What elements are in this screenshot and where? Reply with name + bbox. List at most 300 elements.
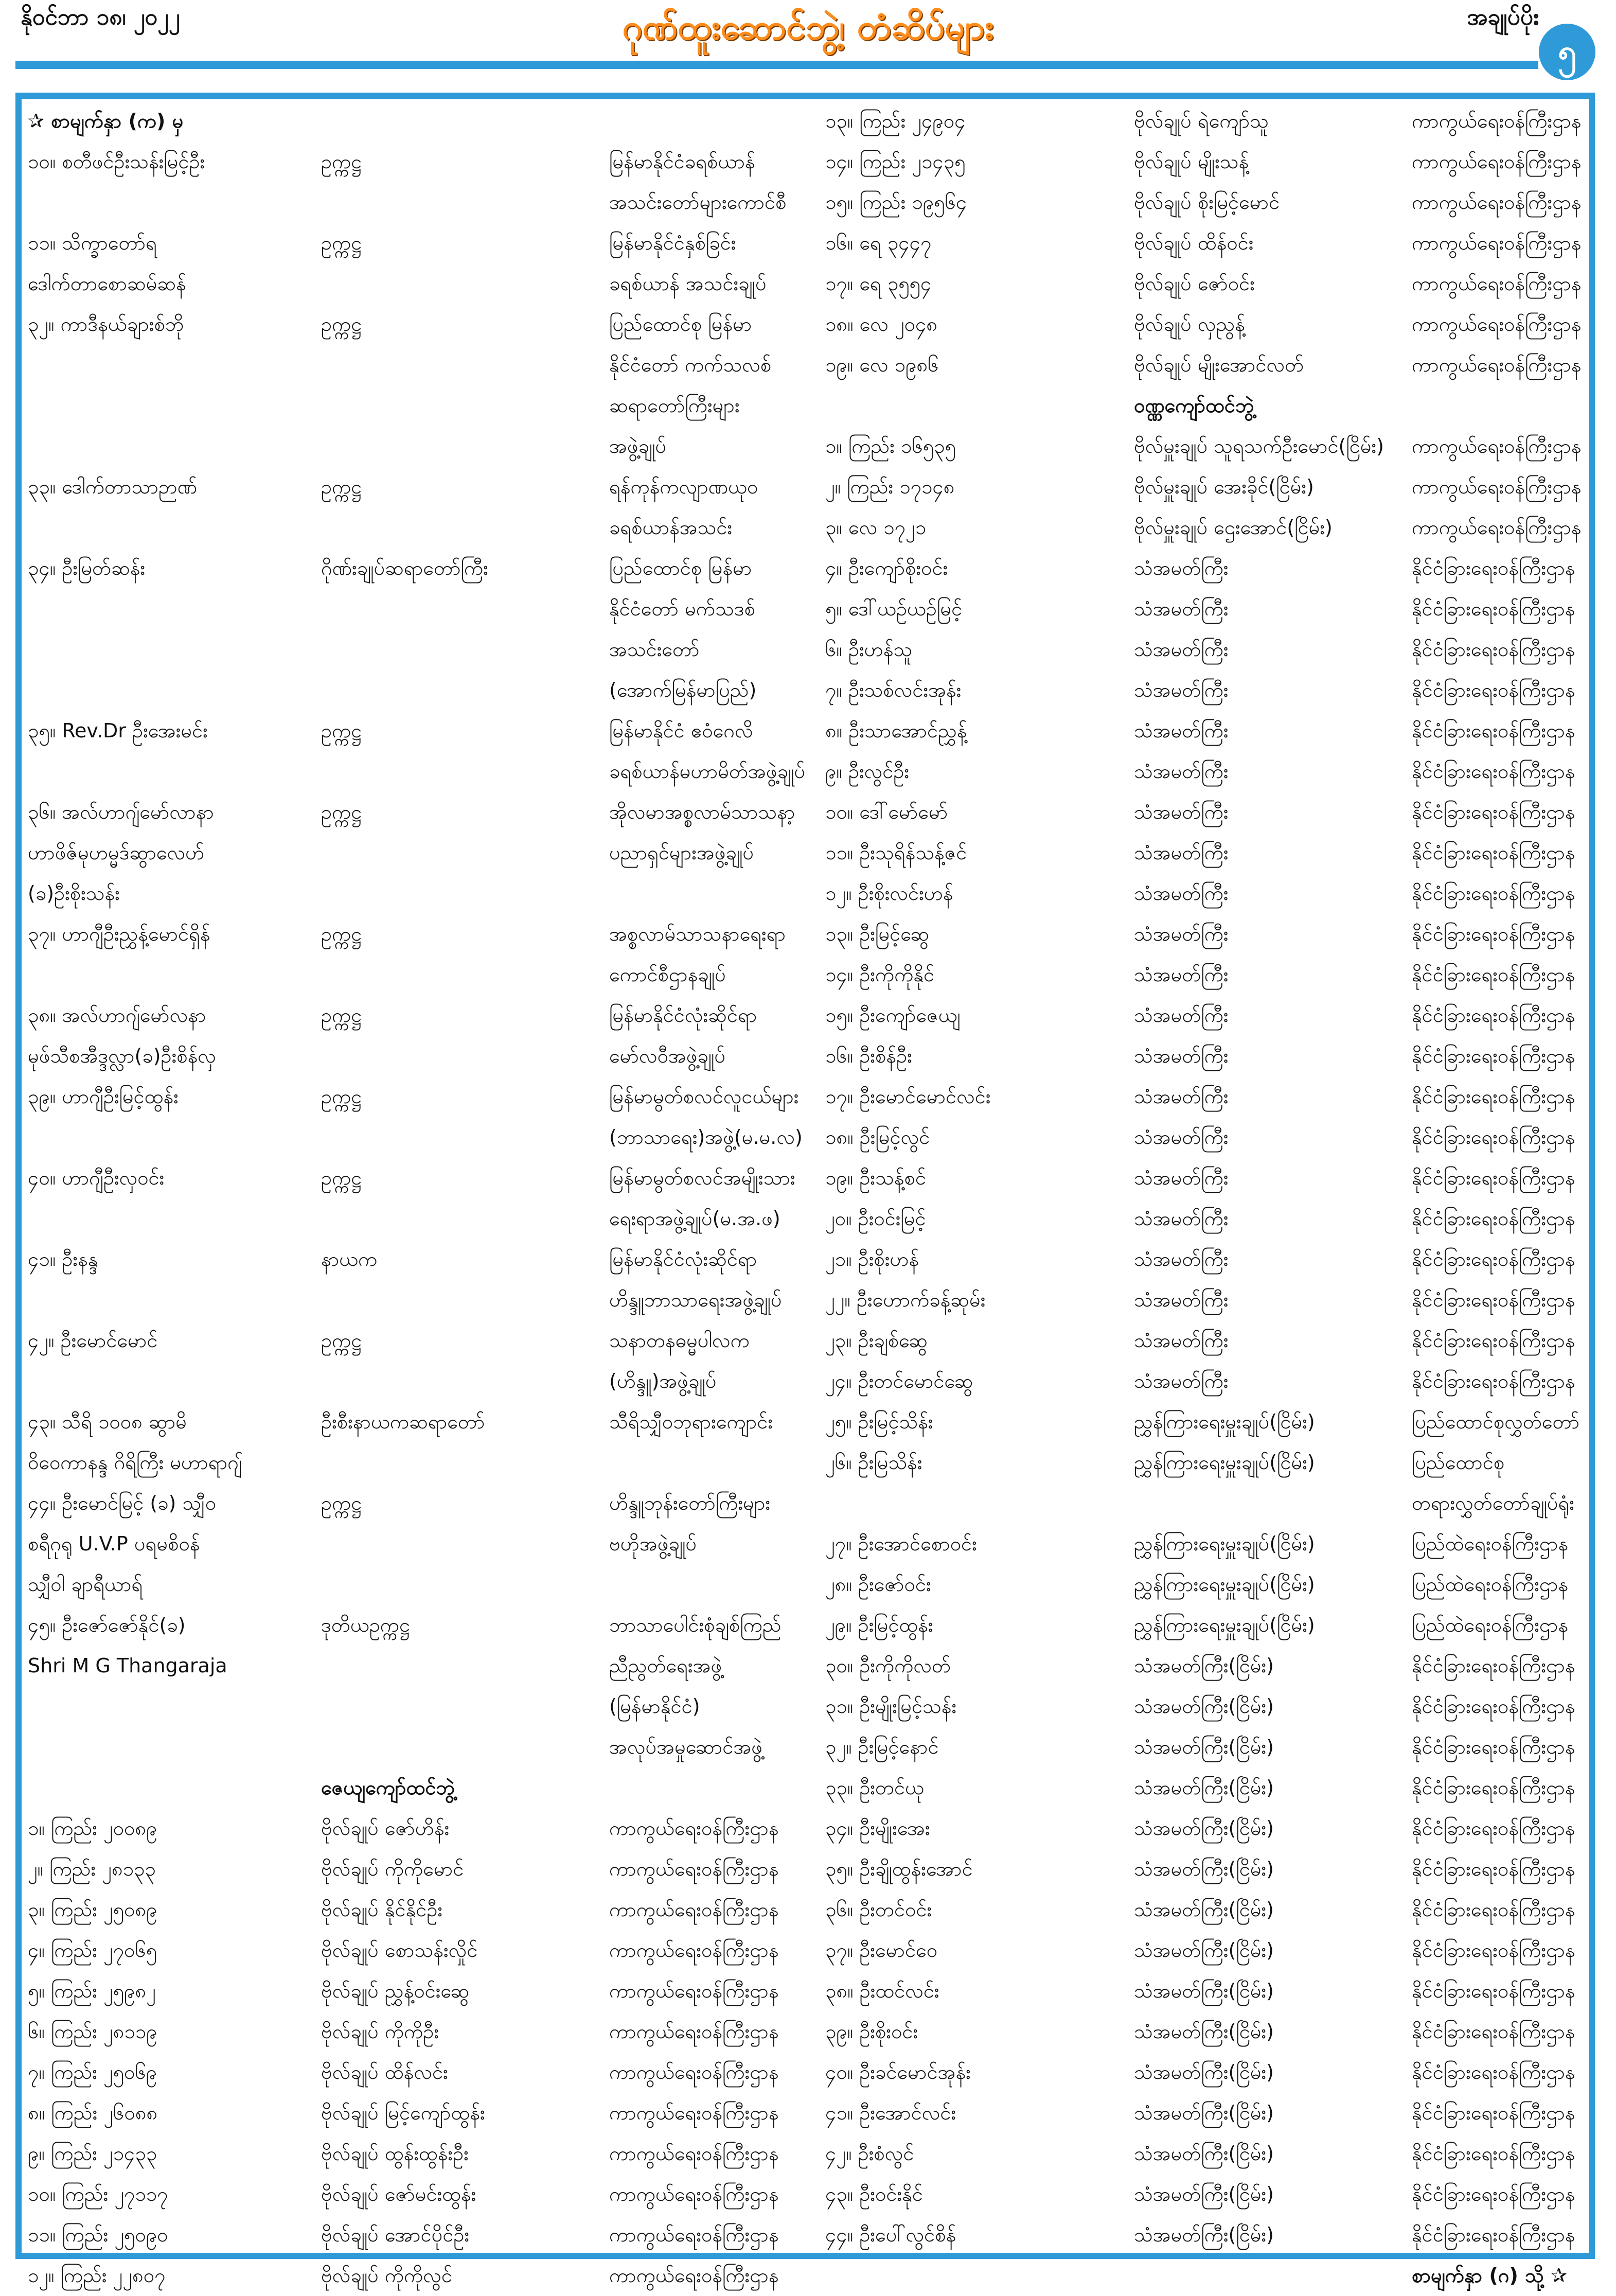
col-organization: ကာကွယ်ရေးဝန်ကြီးဌာန bbox=[609, 1980, 779, 2002]
col-department: နိုင်ငံခြားရေးဝန်ကြီးဌာန bbox=[1412, 1167, 1575, 1189]
col-number-name: ၃၃။ ဒေါက်တာသာဉာဏ် bbox=[28, 475, 198, 498]
col-organization: ပြည်ထောင်စု မြန်မာ bbox=[609, 313, 752, 335]
col-organization: ပညာရှင်များအဖွဲ့ချုပ် bbox=[609, 841, 754, 864]
col-position: ဒုတိယဥက္ကဋ္ဌ bbox=[321, 1614, 410, 1636]
col-rank: သံအမတ်ကြီး bbox=[1134, 1045, 1229, 1067]
list-row bbox=[23, 833, 1587, 873]
col-department: နိုင်ငံခြားရေးဝန်ကြီးဌာန bbox=[1412, 1248, 1575, 1270]
col-organization: (အောက်မြန်မာပြည်) bbox=[609, 679, 757, 701]
list-row bbox=[23, 1320, 1587, 1361]
col-rank: ဗိုလ်ချုပ် ရဲကျော်သူ bbox=[1134, 110, 1269, 132]
col-department: နိုင်ငံခြားရေးဝန်ကြီးဌာန bbox=[1412, 557, 1575, 579]
list-row bbox=[23, 1280, 1587, 1320]
col-position: ဥက္ကဋ္ဌ bbox=[321, 923, 362, 945]
col-number-name-right: ၁။ ကြည်း ၁၆၅၃၅ bbox=[825, 435, 956, 457]
list-row bbox=[23, 2255, 1587, 2296]
col-number-name: ၄၂။ ဦးမောင်မောင် bbox=[28, 1329, 158, 1352]
col-rank: ဗိုလ်မှူးချုပ် ဌေးအောင်(ငြိမ်း) bbox=[1134, 516, 1333, 539]
list-row bbox=[23, 589, 1587, 629]
col-number-name: ၃၄။ ဦးမြတ်ဆန်း bbox=[28, 557, 146, 579]
col-organization: ကာကွယ်ရေးဝန်ကြီးဌာန bbox=[609, 1898, 779, 1921]
list-row bbox=[23, 467, 1587, 507]
col-department: နိုင်ငံခြားရေးဝန်ကြီးဌာန bbox=[1412, 1004, 1575, 1027]
col-organization: ဘာသာပေါင်းစုံချစ်ကြည် bbox=[609, 1614, 782, 1636]
col-organization: သီရိသျှီဝဘုရားကျောင်း bbox=[609, 1410, 773, 1433]
list-row bbox=[23, 1889, 1587, 1930]
col-number-name: ၁၀။ စတီဖင်ဦးသန်းမြင့်ဦး bbox=[28, 150, 205, 173]
col-number-name-right: ၃၀။ ဦးကိုကိုလတ် bbox=[825, 1654, 951, 1677]
col-rank: သံအမတ်ကြီး bbox=[1134, 923, 1229, 945]
col-number-name-right: ၄၃။ ဦးဝင်းနိုင် bbox=[825, 2183, 923, 2205]
col-organization: နိုင်ငံတော် ကက်သလစ် bbox=[609, 354, 772, 376]
col-rank: သံအမတ်ကြီး bbox=[1134, 882, 1229, 905]
col-number-name-right: ၄၁။ ဦးအောင်လင်း bbox=[825, 2101, 956, 2124]
col-department: နိုင်ငံခြားရေးဝန်ကြီးဌာန bbox=[1412, 801, 1575, 823]
col-number-name-right: ၁၄။ ကြည်း ၂၁၄၃၅ bbox=[825, 150, 966, 173]
col-number-name-right: ၁၆။ ရေ ၃၄၄၇ bbox=[825, 232, 932, 254]
col-position: ဥက္ကဋ္ဌ bbox=[321, 719, 362, 742]
col-position: ဇေယျကျော်ထင်ဘွဲ့ bbox=[321, 1776, 455, 1799]
col-organization: ကာကွယ်ရေးဝန်ကြီးဌာန bbox=[609, 2061, 779, 2083]
col-department: နိုင်ငံခြားရေးဝန်ကြီးဌာန bbox=[1412, 2101, 1575, 2124]
col-organization: ရန်ကုန်ကလျာဏယုဝ bbox=[609, 475, 758, 498]
col-position: ဥက္ကဋ္ဌ bbox=[321, 232, 362, 254]
list-row bbox=[23, 1686, 1587, 1727]
col-rank: သံအမတ်ကြီး(ငြိမ်း) bbox=[1134, 1858, 1274, 1880]
list-row bbox=[23, 995, 1587, 1036]
col-number-name-right: ၁၇။ ဦးမောင်မောင်လင်း bbox=[825, 1085, 991, 1108]
col-organization: ကာကွယ်ရေးဝန်ကြီးဌာန bbox=[609, 2142, 779, 2165]
col-number-name-right: ၁၅။ ကြည်း ၁၉၅၆၄ bbox=[825, 191, 967, 214]
col-position: ဥက္ကဋ္ဌ bbox=[321, 801, 362, 823]
col-rank: သံအမတ်ကြီး bbox=[1134, 1288, 1229, 1311]
col-number-name-right: ၃၁။ ဦးမျိုးမြင့်သန်း bbox=[825, 1695, 957, 1718]
col-position: ဗိုလ်ချုပ် ကိုကိုလွင် bbox=[321, 2264, 452, 2287]
list-row bbox=[23, 1646, 1587, 1686]
col-rank: သံအမတ်ကြီး bbox=[1134, 760, 1229, 783]
col-number-name-right: ၁၇။ ရေ ၃၅၅၄ bbox=[825, 272, 932, 295]
col-organization: (မြန်မာနိုင်ငံ) bbox=[609, 1695, 700, 1718]
col-organization: ကာကွယ်ရေးဝန်ကြီးဌာန bbox=[609, 2183, 779, 2205]
col-department: စာမျက်နှာ (ဂ) သို့ ✰ bbox=[1412, 2264, 1567, 2287]
col-rank: သံအမတ်ကြီး bbox=[1134, 638, 1229, 661]
col-number-name-right: ၂၉။ ဦးမြင့်ထွန်း bbox=[825, 1614, 933, 1636]
col-rank: သံအမတ်ကြီး bbox=[1134, 963, 1229, 986]
col-number-name: ၁၀။ ကြည်း ၂၇၁၁၇ bbox=[28, 2183, 168, 2205]
header-rule bbox=[15, 61, 1538, 69]
col-rank: ဗိုလ်မှူးချုပ် သူရသက်ဦးမောင်(ငြိမ်း) bbox=[1134, 435, 1384, 457]
col-rank: သံအမတ်ကြီး(ငြိမ်း) bbox=[1134, 2101, 1274, 2124]
list-row bbox=[23, 1158, 1587, 1198]
col-department: နိုင်ငံခြားရေးဝန်ကြီးဌာန bbox=[1412, 1207, 1575, 1230]
header-date: နိုဝင်ဘာ ၁၈၊ ၂၀၂၂ bbox=[21, 4, 180, 30]
col-number-name-right: ၄၀။ ဦးခင်မောင်အုန်း bbox=[825, 2061, 971, 2083]
col-rank: သံအမတ်ကြီး bbox=[1134, 679, 1229, 701]
col-department: ကာကွယ်ရေးဝန်ကြီးဌာန bbox=[1412, 516, 1582, 539]
col-number-name: ၃၇။ ဟာဂျီဦးညွှန့်မောင်ရှိန် bbox=[28, 923, 210, 945]
col-department: နိုင်ငံခြားရေးဝန်ကြီးဌာန bbox=[1412, 1045, 1575, 1067]
col-department: နိုင်ငံခြားရေးဝန်ကြီးဌာန bbox=[1412, 597, 1575, 620]
list-row bbox=[23, 1808, 1587, 1849]
col-department: ပြည်ထောင်စုလွှတ်တော် bbox=[1412, 1410, 1580, 1433]
col-number-name-right: ၇။ ဦးသစ်လင်းအုန်း bbox=[825, 679, 962, 701]
col-number-name-right: ၁၁။ ဦးသုရိန်သန့်ဇင် bbox=[825, 841, 967, 864]
list-row bbox=[23, 1727, 1587, 1768]
col-number-name: ၃၈။ အလ်ဟာဂျ်မော်လနာ bbox=[28, 1004, 206, 1027]
col-rank: သံအမတ်ကြီး bbox=[1134, 719, 1229, 742]
list-row bbox=[23, 548, 1587, 589]
col-position: ဥက္ကဋ္ဌ bbox=[321, 475, 362, 498]
list-row bbox=[23, 1524, 1587, 1564]
col-number-name-right: ၄၂။ ဦးစံလွင် bbox=[825, 2142, 914, 2165]
col-department: ပြည်ထဲရေးဝန်ကြီးဌာန bbox=[1412, 1532, 1569, 1555]
col-organization: မော်လဝီအဖွဲ့ချုပ် bbox=[609, 1045, 726, 1067]
col-position: ဗိုလ်ချုပ် ဇော်မင်းထွန်း bbox=[321, 2183, 476, 2205]
col-number-name-right: ၃၄။ ဦးမျိုးအေး bbox=[825, 1817, 930, 1840]
list-row bbox=[23, 1198, 1587, 1239]
col-number-name: ✰ စာမျက်နှာ (က) မှ bbox=[28, 110, 184, 132]
col-rank: ဝဏ္ဏကျော်ထင်ဘွဲ့ bbox=[1134, 394, 1254, 417]
list-row bbox=[23, 1768, 1587, 1808]
col-department: နိုင်ငံခြားရေးဝန်ကြီးဌာန bbox=[1412, 2183, 1575, 2205]
col-number-name: မုဖ်သီစအီဒ္ဒလ္လာ(ခ)ဦးစိန်လှ bbox=[28, 1045, 216, 1067]
col-position: ဗိုလ်ချုပ် ဇော်ဟိန်း bbox=[321, 1817, 450, 1840]
list-row bbox=[23, 1564, 1587, 1605]
col-number-name-right: ၆။ ဦးဟန်သူ bbox=[825, 638, 913, 661]
col-rank: ညွှန်ကြားရေးမှူးချုပ်(ငြိမ်း) bbox=[1134, 1410, 1315, 1433]
col-organization: အသင်းတော်များကောင်စီ bbox=[609, 191, 787, 214]
col-position: ဥက္ကဋ္ဌ bbox=[321, 1085, 362, 1108]
col-rank: သံအမတ်ကြီး(ငြိမ်း) bbox=[1134, 1654, 1274, 1677]
col-number-name: ၅။ ကြည်း ၂၅၉၈၂ bbox=[28, 1980, 156, 2002]
list-row bbox=[23, 1971, 1587, 2011]
col-position: ဗိုလ်ချုပ် ကိုကိုမောင် bbox=[321, 1858, 464, 1880]
list-row bbox=[23, 182, 1587, 223]
col-department: ကာကွယ်ရေးဝန်ကြီးဌာန bbox=[1412, 191, 1582, 214]
col-organization: အသင်းတော် bbox=[609, 638, 700, 661]
col-rank: သံအမတ်ကြီး(ငြိမ်း) bbox=[1134, 1980, 1274, 2002]
col-number-name-right: ၁၉။ ဦးသန့်စင် bbox=[825, 1167, 926, 1189]
col-rank: ညွှန်ကြားရေးမှူးချုပ်(ငြိမ်း) bbox=[1134, 1532, 1315, 1555]
col-number-name-right: ၂၀။ ဦးဝင်းမြင့် bbox=[825, 1207, 926, 1230]
col-number-name: ၃။ ကြည်း ၂၅၀၈၉ bbox=[28, 1898, 157, 1921]
awards-list bbox=[23, 101, 1587, 2296]
col-department: ကာကွယ်ရေးဝန်ကြီးဌာန bbox=[1412, 354, 1582, 376]
col-number-name: ၁၁။ ကြည်း ၂၅၀၉၀ bbox=[28, 2223, 168, 2246]
col-organization: ကာကွယ်ရေးဝန်ကြီးဌာန bbox=[609, 1858, 779, 1880]
col-rank: သံအမတ်ကြီး bbox=[1134, 1085, 1229, 1108]
col-number-name: ၄၁။ ဦးနန္ဒ bbox=[28, 1248, 98, 1270]
col-number-name-right: ၂၂။ ဦးဟောက်ခန့်ဆုမ်း bbox=[825, 1288, 986, 1311]
col-rank: ဗိုလ်ချုပ် ဇော်ဝင်း bbox=[1134, 272, 1255, 295]
col-department: ကာကွယ်ရေးဝန်ကြီးဌာန bbox=[1412, 150, 1582, 173]
col-department: နိုင်ငံခြားရေးဝန်ကြီးဌာန bbox=[1412, 923, 1575, 945]
col-position: ဗိုလ်ချုပ် ထွန်းထွန်းဦး bbox=[321, 2142, 469, 2165]
list-row bbox=[23, 263, 1587, 304]
col-department: နိုင်ငံခြားရေးဝန်ကြီးဌာန bbox=[1412, 1736, 1575, 1758]
col-rank: သံအမတ်ကြီး bbox=[1134, 1248, 1229, 1270]
col-position: ဗိုလ်ချုပ် အောင်ပိုင်ဦး bbox=[321, 2223, 470, 2246]
list-row bbox=[23, 2133, 1587, 2174]
col-number-name-right: ၂၇။ ဦးအောင်စောဝင်း bbox=[825, 1532, 977, 1555]
col-department: နိုင်ငံခြားရေးဝန်ကြီးဌာန bbox=[1412, 1980, 1575, 2002]
col-number-name: ၃၅။ Rev.Dr ဦးအေးမင်း bbox=[28, 719, 208, 742]
col-rank: သံအမတ်ကြီး(ငြိမ်း) bbox=[1134, 2142, 1274, 2165]
col-organization: ကာကွယ်ရေးဝန်ကြီးဌာန bbox=[609, 2101, 779, 2124]
col-number-name-right: ၃။ လေ ၁၇၂၁ bbox=[825, 516, 927, 539]
list-row bbox=[23, 304, 1587, 345]
col-department: နိုင်ငံခြားရေးဝန်ကြီးဌာန bbox=[1412, 679, 1575, 701]
list-row bbox=[23, 1442, 1587, 1483]
col-number-name-right: ၁၆။ ဦးစိန်ဦး bbox=[825, 1045, 912, 1067]
col-rank: သံအမတ်ကြီး bbox=[1134, 801, 1229, 823]
col-rank: သံအမတ်ကြီး bbox=[1134, 1370, 1229, 1392]
col-number-name-right: ၁၂။ ဦးစိုးလင်းဟန် bbox=[825, 882, 953, 905]
col-rank: သံအမတ်ကြီး bbox=[1134, 1167, 1229, 1189]
col-organization: (ဘာသာရေး)အဖွဲ့(မ.မ.လ) bbox=[609, 1126, 803, 1149]
list-row bbox=[23, 711, 1587, 751]
col-number-name-right: ၁၅။ ဦးကျော်ဇေယျ bbox=[825, 1004, 961, 1027]
col-organization: နိုင်ငံတော် မက်သဒစ် bbox=[609, 597, 755, 620]
col-position: ဗိုလ်ချုပ် ကိုကိုဦး bbox=[321, 2020, 439, 2043]
col-position: ဥက္ကဋ္ဌ bbox=[321, 1329, 362, 1352]
list-row bbox=[23, 792, 1587, 833]
col-position: ဗိုလ်ချုပ် နိုင်နိုင်ဦး bbox=[321, 1898, 443, 1921]
col-rank: ဗိုလ်မှူးချုပ် အေးခိုင်(ငြိမ်း) bbox=[1134, 475, 1314, 498]
col-department: နိုင်ငံခြားရေးဝန်ကြီးဌာန bbox=[1412, 1288, 1575, 1311]
col-rank: ဗိုလ်ချုပ် ထိန်ဝင်း bbox=[1134, 232, 1254, 254]
col-organization: အလုပ်အမှုဆောင်အဖွဲ့ bbox=[609, 1736, 762, 1758]
list-row bbox=[23, 507, 1587, 548]
col-position: ဂိုဏ်းချုပ်ဆရာတော်ကြီး bbox=[321, 557, 488, 579]
col-number-name-right: ၁၀။ ဒေါ်မော်မော် bbox=[825, 801, 948, 823]
col-number-name: ၃၂။ ကာဒီနယ်ချားစ်ဘို bbox=[28, 313, 184, 335]
col-organization: မြန်မာနိုင်ငံလုံးဆိုင်ရာ bbox=[609, 1248, 757, 1270]
col-number-name-right: ၁၈။ လေ ၂၀၄၈ bbox=[825, 313, 938, 335]
col-rank: ဗိုလ်ချုပ် မျိုးသန့် bbox=[1134, 150, 1249, 173]
col-department: ပြည်ထဲရေးဝန်ကြီးဌာန bbox=[1412, 1614, 1569, 1636]
col-number-name-right: ၂၃။ ဦးချစ်ဆွေ bbox=[825, 1329, 928, 1352]
list-row bbox=[23, 2093, 1587, 2133]
list-row bbox=[23, 670, 1587, 711]
col-organization: ဗဟိုအဖွဲ့ချုပ် bbox=[609, 1532, 697, 1555]
list-row bbox=[23, 426, 1587, 467]
col-organization: (ဟိန္ဒူ)အဖွဲ့ချုပ် bbox=[609, 1370, 717, 1392]
col-department: နိုင်ငံခြားရေးဝန်ကြီးဌာန bbox=[1412, 841, 1575, 864]
col-organization: အဖွဲ့ချုပ် bbox=[609, 435, 667, 457]
col-organization: ဟိန္ဒူဘာသာရေးအဖွဲ့ချုပ် bbox=[609, 1288, 782, 1311]
col-position: ဥက္ကဋ္ဌ bbox=[321, 1004, 362, 1027]
list-row bbox=[23, 1036, 1587, 1076]
col-organization: ကာကွယ်ရေးဝန်ကြီးဌာန bbox=[609, 1817, 779, 1840]
col-department: ကာကွယ်ရေးဝန်ကြီးဌာန bbox=[1412, 272, 1582, 295]
list-row bbox=[23, 914, 1587, 955]
col-organization: ခရစ်ယာန်အသင်း bbox=[609, 516, 733, 539]
col-department: နိုင်ငံခြားရေးဝန်ကြီးဌာန bbox=[1412, 638, 1575, 661]
col-department: နိုင်ငံခြားရေးဝန်ကြီးဌာန bbox=[1412, 1939, 1575, 1962]
col-number-name: ၃၆။ အလ်ဟာဂျ်မော်လာနာ bbox=[28, 801, 214, 823]
col-number-name: ဒေါက်တာစောဆမ်ဆန် bbox=[28, 272, 186, 295]
list-row bbox=[23, 873, 1587, 914]
col-number-name: ၄၃။ သီရိ ၁၀၀၈ ဆွာမိ bbox=[28, 1410, 187, 1433]
col-department: နိုင်ငံခြားရေးဝန်ကြီးဌာန bbox=[1412, 1370, 1575, 1392]
list-row bbox=[23, 223, 1587, 263]
col-position: ဦးစီးနာယကဆရာတော် bbox=[321, 1410, 485, 1433]
col-department: နိုင်ငံခြားရေးဝန်ကြီးဌာန bbox=[1412, 882, 1575, 905]
col-organization: မြန်မာမွတ်စလင်အမျိုးသား bbox=[609, 1167, 795, 1189]
col-number-name: ၄၀။ ဟာဂျီဦးလှဝင်း bbox=[28, 1167, 165, 1189]
page-title: ဂုဏ်ထူးဆောင်ဘွဲ့၊ တံဆိပ်များ bbox=[622, 7, 994, 48]
col-organization: သနာတနဓမ္မပါလက bbox=[609, 1329, 750, 1352]
col-number-name: ဟာဖိဇ်မုဟမ္မဒ်ဆွာလေဟ် bbox=[28, 841, 205, 864]
col-number-name: ၄၅။ ဦးဇော်ဇော်နိုင်(ခ) bbox=[28, 1614, 186, 1636]
col-department: နိုင်ငံခြားရေးဝန်ကြီးဌာန bbox=[1412, 1858, 1575, 1880]
col-number-name-right: ၁၈။ ဦးမြင့်လွင် bbox=[825, 1126, 930, 1149]
list-row bbox=[23, 1239, 1587, 1280]
list-row bbox=[23, 955, 1587, 995]
list-row bbox=[23, 1483, 1587, 1524]
col-rank: သံအမတ်ကြီး bbox=[1134, 597, 1229, 620]
col-department: နိုင်ငံခြားရေးဝန်ကြီးဌာန bbox=[1412, 2020, 1575, 2043]
col-organization: အစ္စလာမ်သာသနာရေးရာ bbox=[609, 923, 786, 945]
col-position: ဗိုလ်ချုပ် စောသန်းလှိုင် bbox=[321, 1939, 478, 1962]
col-rank: ညွှန်ကြားရေးမှူးချုပ်(ငြိမ်း) bbox=[1134, 1573, 1315, 1596]
col-number-name: ၄၄။ ဦးမောင်မြင့် (ခ) သျှီဝ bbox=[28, 1492, 217, 1514]
col-rank: သံအမတ်ကြီး(ငြိမ်း) bbox=[1134, 1898, 1274, 1921]
col-organization: ဆရာတော်ကြီးများ bbox=[609, 394, 740, 417]
col-number-name-right: ၁၃။ ကြည်း ၂၄၉၀၄ bbox=[825, 110, 966, 132]
list-row bbox=[23, 1076, 1587, 1117]
list-row bbox=[23, 1605, 1587, 1646]
col-position: ဗိုလ်ချုပ် ထိန်လင်း bbox=[321, 2061, 448, 2083]
col-number-name-right: ၃၂။ ဦးမြင့်နောင် bbox=[825, 1736, 939, 1758]
list-row bbox=[23, 2215, 1587, 2255]
col-organization: မြန်မာနိုင်ငံခရစ်ယာန် bbox=[609, 150, 755, 173]
col-number-name: ၆။ ကြည်း ၂၈၁၁၉ bbox=[28, 2020, 157, 2043]
col-department: ပြည်ထောင်စု bbox=[1412, 1451, 1505, 1474]
col-number-name: သျှီဝါ ချာရီယာရ် bbox=[28, 1573, 143, 1596]
col-rank: သံအမတ်ကြီး bbox=[1134, 1207, 1229, 1230]
col-rank: သံအမတ်ကြီး(ငြိမ်း) bbox=[1134, 2061, 1274, 2083]
col-number-name-right: ၁၄။ ဦးကိုကိုနိုင် bbox=[825, 963, 935, 986]
col-number-name: ၉။ ကြည်း ၂၁၄၃၃ bbox=[28, 2142, 157, 2165]
col-department: နိုင်ငံခြားရေးဝန်ကြီးဌာန bbox=[1412, 760, 1575, 783]
col-organization: အိုလမာအစ္စလာမ်သာသနာ့ bbox=[609, 801, 795, 823]
col-rank: ဗိုလ်ချုပ် စိုးမြင့်မောင် bbox=[1134, 191, 1280, 214]
list-row bbox=[23, 2174, 1587, 2215]
list-row bbox=[23, 345, 1587, 385]
col-department: နိုင်ငံခြားရေးဝန်ကြီးဌာန bbox=[1412, 963, 1575, 986]
col-rank: သံအမတ်ကြီး(ငြိမ်း) bbox=[1134, 2223, 1274, 2246]
col-organization: ခရစ်ယာန်မဟာမိတ်အဖွဲ့ချုပ် bbox=[609, 760, 806, 783]
col-rank: သံအမတ်ကြီး(ငြိမ်း) bbox=[1134, 1736, 1274, 1758]
col-department: နိုင်ငံခြားရေးဝန်ကြီးဌာန bbox=[1412, 2061, 1575, 2083]
col-number-name-right: ၈။ ဦးသာအောင်ညွှန့် bbox=[825, 719, 967, 742]
col-organization: ပြည်ထောင်စု မြန်မာ bbox=[609, 557, 752, 579]
col-organization: ရေးရာအဖွဲ့ချုပ်(မ.အ.ဖ) bbox=[609, 1207, 780, 1230]
col-number-name: ၁၁။ သိက္ခာတော်ရ bbox=[28, 232, 157, 254]
list-row bbox=[23, 629, 1587, 670]
col-department: နိုင်ငံခြားရေးဝန်ကြီးဌာန bbox=[1412, 1817, 1575, 1840]
col-position: ဥက္ကဋ္ဌ bbox=[321, 150, 362, 173]
col-number-name: ၁။ ကြည်း ၂၀၀၈၉ bbox=[28, 1817, 157, 1840]
col-rank: သံအမတ်ကြီး(ငြိမ်း) bbox=[1134, 1776, 1274, 1799]
col-organization: မြန်မာနိုင်ငံ ဧဝံဂေလိ bbox=[609, 719, 753, 742]
col-department: နိုင်ငံခြားရေးဝန်ကြီးဌာန bbox=[1412, 719, 1575, 742]
col-position: ဥက္ကဋ္ဌ bbox=[321, 1167, 362, 1189]
col-number-name-right: ၂။ ကြည်း ၁၇၁၄၈ bbox=[825, 475, 955, 498]
col-number-name-right: ၃၅။ ဦးချိုထွန်းအောင် bbox=[825, 1858, 973, 1880]
col-rank: သံအမတ်ကြီး(ငြိမ်း) bbox=[1134, 1695, 1274, 1718]
col-organization: မြန်မာမွတ်စလင်လူငယ်များ bbox=[609, 1085, 799, 1108]
col-number-name: ၁၂။ ကြည်း ၂၂၈၀၇ bbox=[28, 2264, 166, 2287]
col-organization: ကာကွယ်ရေးဝန်ကြီးဌာန bbox=[609, 2264, 779, 2287]
col-number-name: ၃၉။ ဟာဂျီဦးမြင့်ထွန်း bbox=[28, 1085, 179, 1108]
list-row bbox=[23, 101, 1587, 142]
list-row bbox=[23, 1117, 1587, 1158]
col-organization: ညီညွတ်ရေးအဖွဲ့ bbox=[609, 1654, 722, 1677]
col-department: ကာကွယ်ရေးဝန်ကြီးဌာန bbox=[1412, 475, 1582, 498]
col-position: နာယက bbox=[321, 1248, 378, 1270]
col-number-name: Shri M G Thangaraja bbox=[28, 1654, 227, 1677]
col-rank: ဗိုလ်ချုပ် မျိုးအောင်လတ် bbox=[1134, 354, 1304, 376]
col-rank: သံအမတ်ကြီး bbox=[1134, 1004, 1229, 1027]
col-number-name-right: ၃၆။ ဦးတင်ဝင်း bbox=[825, 1898, 932, 1921]
col-organization: မြန်မာနိုင်ငံလုံးဆိုင်ရာ bbox=[609, 1004, 757, 1027]
col-number-name-right: ၄၄။ ဦးပေါ်လွင်စိန် bbox=[825, 2223, 956, 2246]
list-row bbox=[23, 2052, 1587, 2093]
col-number-name-right: ၁၃။ ဦးမြင့်ဆွေ bbox=[825, 923, 930, 945]
col-department: နိုင်ငံခြားရေးဝန်ကြီးဌာန bbox=[1412, 1126, 1575, 1149]
col-number-name-right: ၁၉။ လေ ၁၉၈၆ bbox=[825, 354, 939, 376]
col-department: ကာကွယ်ရေးဝန်ကြီးဌာန bbox=[1412, 232, 1582, 254]
list-row bbox=[23, 385, 1587, 426]
col-rank: ဗိုလ်ချုပ် လှညွန့် bbox=[1134, 313, 1245, 335]
col-number-name-right: ၃၉။ ဦးစိုးဝင်း bbox=[825, 2020, 918, 2043]
col-number-name-right: ၅။ ဒေါ်ယဉ်ယဉ်မြင့် bbox=[825, 597, 963, 620]
col-rank: သံအမတ်ကြီး bbox=[1134, 557, 1229, 579]
col-rank: သံအမတ်ကြီး(ငြိမ်း) bbox=[1134, 1817, 1274, 1840]
col-number-name-right: ၂၆။ ဦးမြသိန်း bbox=[825, 1451, 922, 1474]
col-organization: ခရစ်ယာန် အသင်းချုပ် bbox=[609, 272, 767, 295]
col-department: နိုင်ငံခြားရေးဝန်ကြီးဌာန bbox=[1412, 1085, 1575, 1108]
col-rank: သံအမတ်ကြီး bbox=[1134, 1126, 1229, 1149]
col-department: နိုင်ငံခြားရေးဝန်ကြီးဌာန bbox=[1412, 1776, 1575, 1799]
col-rank: သံအမတ်ကြီး bbox=[1134, 1329, 1229, 1352]
col-organization: ကာကွယ်ရေးဝန်ကြီးဌာန bbox=[609, 1939, 779, 1962]
col-department: နိုင်ငံခြားရေးဝန်ကြီးဌာန bbox=[1412, 2142, 1575, 2165]
col-rank: သံအမတ်ကြီး(ငြိမ်း) bbox=[1134, 1939, 1274, 1962]
list-row bbox=[23, 142, 1587, 182]
list-row bbox=[23, 1402, 1587, 1442]
col-number-name: စရီဂုရု U.V.P ပရမစိဝန် bbox=[28, 1532, 200, 1555]
list-row bbox=[23, 751, 1587, 792]
col-number-name: ၄။ ကြည်း ၂၇၀၆၅ bbox=[28, 1939, 157, 1962]
col-department: နိုင်ငံခြားရေးဝန်ကြီးဌာန bbox=[1412, 1654, 1575, 1677]
col-number-name: ၇။ ကြည်း ၂၅၀၆၉ bbox=[28, 2061, 157, 2083]
col-position: ဥက္ကဋ္ဌ bbox=[321, 313, 362, 335]
list-row bbox=[23, 1849, 1587, 1889]
col-department: ပြည်ထဲရေးဝန်ကြီးဌာန bbox=[1412, 1573, 1569, 1596]
col-number-name-right: ၉။ ဦးလွင်ဦး bbox=[825, 760, 910, 783]
col-department: ကာကွယ်ရေးဝန်ကြီးဌာန bbox=[1412, 435, 1582, 457]
col-department: နိုင်ငံခြားရေးဝန်ကြီးဌာန bbox=[1412, 1695, 1575, 1718]
col-department: ကာကွယ်ရေးဝန်ကြီးဌာန bbox=[1412, 313, 1582, 335]
col-number-name-right: ၃၈။ ဦးထင်လင်း bbox=[825, 1980, 939, 2002]
col-number-name-right: ၂၈။ ဦးဇော်ဝင်း bbox=[825, 1573, 931, 1596]
col-department: ကာကွယ်ရေးဝန်ကြီးဌာန bbox=[1412, 110, 1582, 132]
col-department: နိုင်ငံခြားရေးဝန်ကြီးဌာန bbox=[1412, 1898, 1575, 1921]
